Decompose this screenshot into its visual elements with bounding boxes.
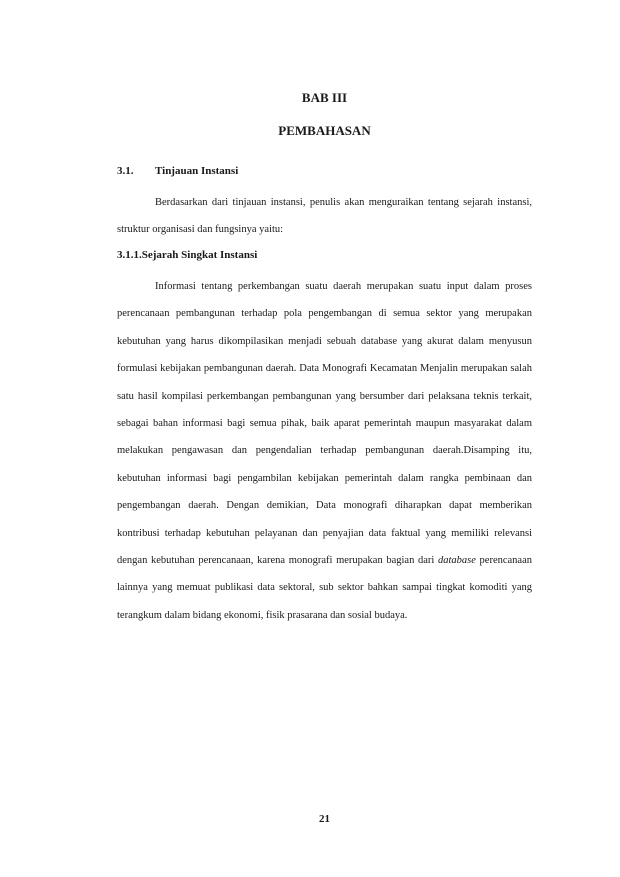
paragraph-text-start: Informasi tentang perkembangan suatu daerah merupakan suatu input dalam proses perencanaan pembangunan terhadap pola pengembangan di semua sektor yang merupakan kebutuhan yang harus dikompilasikan menjadi sebuah database yang akurat dalam menyusun formulasi kebijakan pembangunan daerah. Data Monografi Kecamatan Menjalin merupakan salah satu hasil kompilasi perkembangan pembangunan yang bersumber dari pelaksana teknis terkait, sebagai bahan informasi bagi semua pihak, baik aparat pemerintah maupun masyarakat dalam melakukan pengawasan dan pengendalian terhadap pembangunan daerah.Disamping itu, kebutuhan informasi bagi pengambilan kebijakan pemerintah dalam rangka pembinaan dan pengembangan daerah. Dengan demikian, Data monografi diharapkan dapat memberikan kontribusi terhadap kebutuhan pelayanan dan penyajian data faktual yang memiliki relevansi dengan kebutuhan perencanaan, karena monografi merupakan bagian dari <box>117 281 532 567</box>
paragraph-text-end: perencanaan lainnya yang memuat publikasi data sektoral, sub sektor bahkan sampai tingkat komoditi yang terangkum dalam bidang ekonomi, fisik prasarana dan sosial budaya. <box>117 555 532 621</box>
italic-term: database <box>437 555 476 567</box>
section-heading-3-1-1: 3.1.1.Sejarah Singkat Instansi <box>117 249 258 261</box>
chapter-title: PEMBAHASAN <box>278 123 371 138</box>
section-number: 3.1. <box>117 165 134 177</box>
chapter-number: BAB III <box>301 90 348 105</box>
paragraph-text: Berdasarkan dari tinjauan instansi, penulis akan menguraikan tentang sejarah instansi, struktur organisasi dan fungsinya yaitu: <box>117 197 532 236</box>
page-number: 21 <box>319 813 330 825</box>
section-title: Tinjauan Instansi <box>155 165 239 177</box>
section-3-1-paragraph <box>117 189 532 244</box>
section-heading-3-1 <box>117 165 238 177</box>
section-3-1-1-paragraph <box>117 273 532 629</box>
